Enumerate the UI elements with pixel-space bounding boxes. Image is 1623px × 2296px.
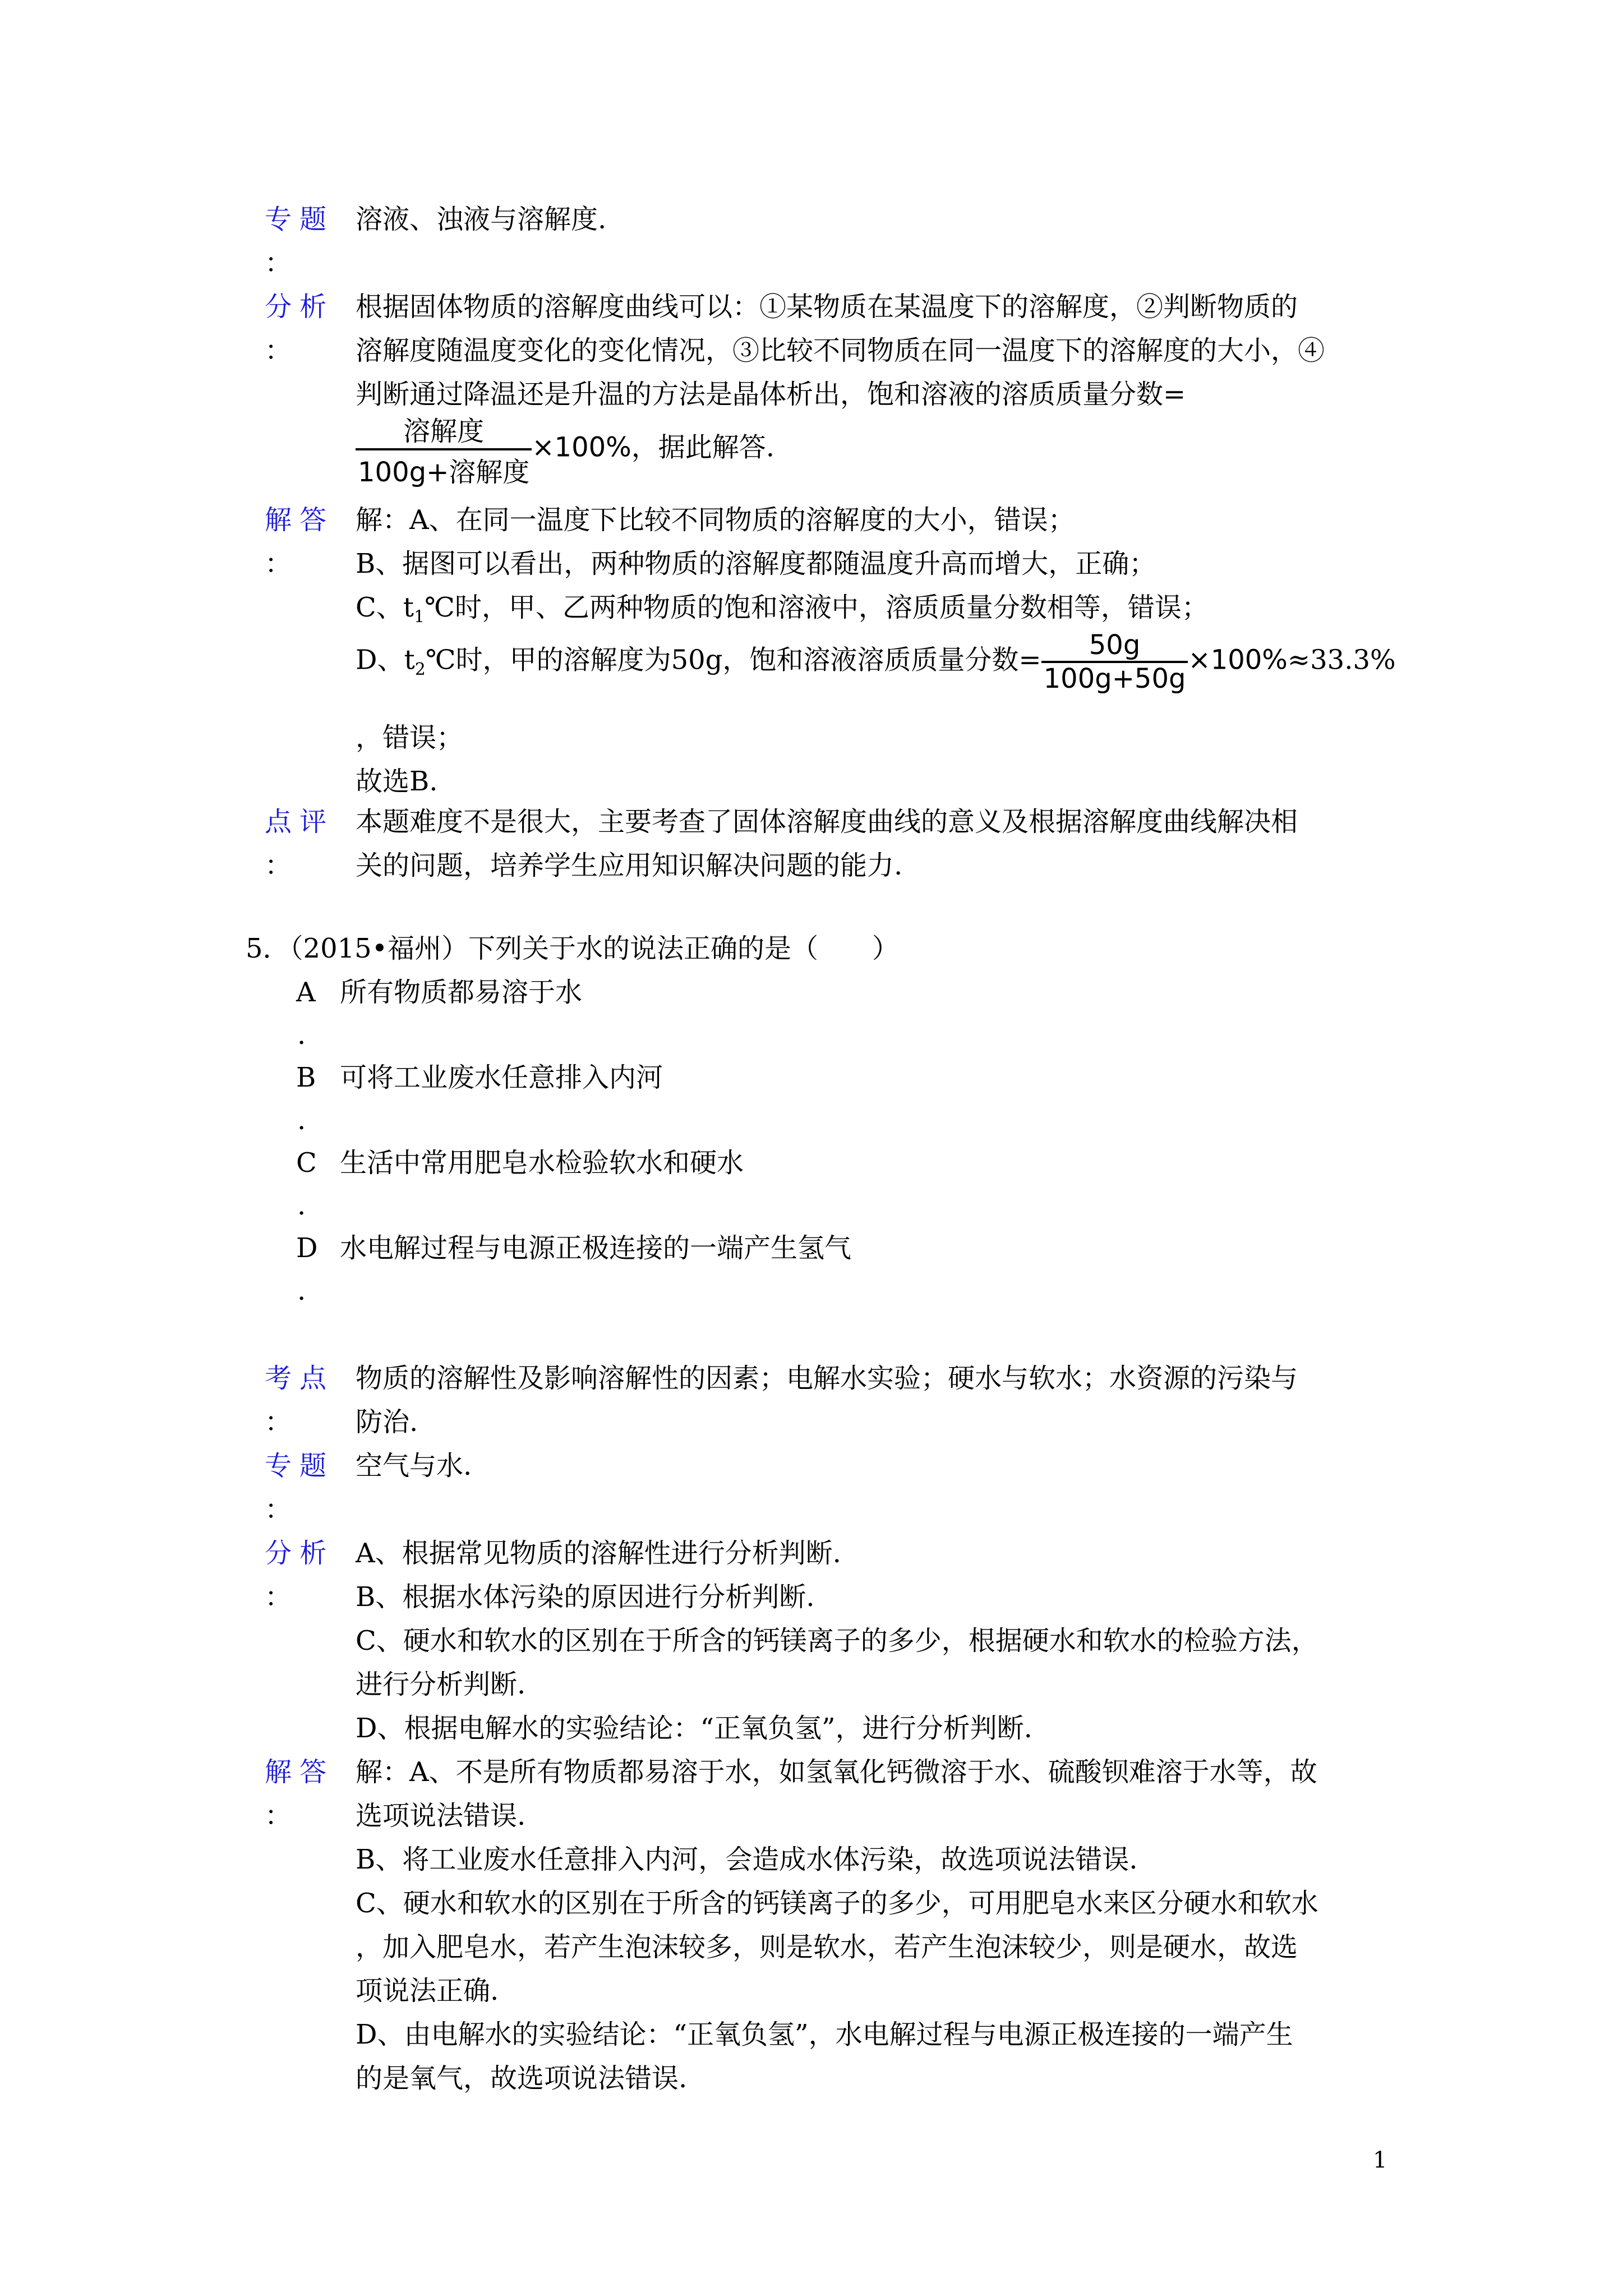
- option-dot: .: [297, 1275, 306, 1306]
- fraction: [356, 409, 532, 489]
- section-label: 解答: [265, 504, 335, 536]
- text-line: 解：A、不是所有物质都易溶于水，如氢氧化钙微溶于水、硫酸钡难溶于水等，故: [356, 1756, 1317, 1788]
- question-stem: 5．（2015•福州）下列关于水的说法正确的是（ ）: [246, 933, 900, 964]
- text-line: B、将工业废水任意排入内河，会造成水体污染，故选项说法错误.: [356, 1844, 1138, 1875]
- d-subscript: 2: [414, 660, 426, 680]
- section-label: 分析: [265, 1538, 335, 1569]
- text-line: 解：A、在同一温度下比较不同物质的溶解度的大小，错误；: [356, 504, 1075, 536]
- label-colon: ：: [265, 1581, 292, 1613]
- text-line: C、硬水和软水的区别在于所含的钙镁离子的多少，根据硬水和软水的检验方法，: [356, 1625, 1318, 1657]
- fraction-numerator: 50g: [1089, 629, 1141, 661]
- fraction: [1041, 629, 1188, 694]
- fraction-denominator: 100g+50g: [1041, 661, 1188, 694]
- option-letter: B: [296, 1062, 316, 1093]
- text-line: B、根据水体污染的原因进行分析判断.: [356, 1581, 815, 1613]
- text-line: A、根据常见物质的溶解性进行分析判断.: [356, 1538, 841, 1569]
- approx-value: ≈33.3%: [1287, 644, 1396, 676]
- option-text: 可将工业废水任意排入内河: [340, 1062, 663, 1093]
- d-post: ℃时，甲的溶解度为50g，饱和溶液溶质质量分数=: [425, 644, 1041, 676]
- label-colon: ：: [265, 247, 292, 279]
- c-subscript: 1: [414, 607, 425, 627]
- text-line: 故选B.: [356, 766, 438, 797]
- option-text: 水电解过程与电源正极连接的一端产生氢气: [340, 1232, 852, 1264]
- d-pre: D、t: [356, 644, 415, 676]
- fraction-numerator: 溶解度: [403, 416, 485, 447]
- label-colon: ：: [265, 335, 292, 366]
- text-line: 判断通过降温还是升温的方法是晶体析出，饱和溶液的溶质质量分数=: [356, 379, 1186, 410]
- text-line: 关的问题，培养学生应用知识解决问题的能力.: [356, 850, 903, 881]
- section-label: 点评: [265, 806, 335, 838]
- section-label: 专题: [265, 1450, 335, 1481]
- zhuanti-text: 溶液、浊液与溶解度.: [356, 204, 607, 235]
- text-line: D、根据电解水的实验结论：“正氧负氢”，进行分析判断.: [356, 1713, 1032, 1744]
- text-line: C、硬水和软水的区别在于所含的钙镁离子的多少，可用肥皂水来区分硬水和软水: [356, 1888, 1318, 1919]
- c-pre: C、t: [356, 592, 414, 623]
- label-colon: ：: [265, 1494, 292, 1525]
- text-line-d: [356, 629, 1396, 694]
- label-colon: ：: [265, 1800, 292, 1832]
- text-line: B、据图可以看出，两种物质的溶解度都随温度升高而增大，正确；: [356, 548, 1156, 579]
- section-label: 专题: [265, 204, 335, 235]
- option-letter: C: [296, 1147, 317, 1179]
- option-dot: .: [297, 1019, 306, 1051]
- label-colon: ：: [265, 850, 292, 881]
- option-letter: A: [296, 977, 316, 1008]
- text-line: 溶解度随温度变化的变化情况，③比较不同物质在同一温度下的溶解度的大小，④: [356, 335, 1325, 366]
- formula-after: ，据此解答.: [631, 431, 775, 463]
- text-line: 选项说法错误.: [356, 1800, 526, 1832]
- text-line: 项说法正确.: [356, 1975, 499, 2007]
- option-dot: .: [297, 1190, 306, 1221]
- times-percent: ×100%: [1188, 644, 1288, 676]
- text-line: 本题难度不是很大，主要考查了固体溶解度曲线的意义及根据溶解度曲线解决相: [356, 806, 1298, 838]
- text-line: 物质的溶解性及影响溶解性的因素；电解水实验；硬水与软水；水资源的污染与: [356, 1363, 1298, 1394]
- fraction-denominator: 100g+溶解度: [356, 448, 532, 489]
- text-line: 根据固体物质的溶解度曲线可以：①某物质在某温度下的溶解度，②判断物质的: [356, 291, 1298, 323]
- page-number: 1: [1373, 2147, 1387, 2173]
- text-line: 防治.: [356, 1406, 418, 1438]
- text-line: D、由电解水的实验结论：“正氧负氢”，水电解过程与电源正极连接的一端产生: [356, 2019, 1293, 2050]
- section-label: 考点: [265, 1363, 335, 1394]
- section-label: 解答: [265, 1756, 335, 1788]
- label-colon: ：: [265, 1406, 292, 1438]
- c-post: ℃时，甲、乙两种物质的饱和溶液中，溶质质量分数相等，错误；: [425, 592, 1209, 623]
- times-percent: ×100%: [532, 431, 631, 463]
- text-line: ，加入肥皂水，若产生泡沫较多，则是软水，若产生泡沫较少，则是硬水，故选: [356, 1931, 1298, 1963]
- section-label: 分析: [265, 291, 335, 323]
- option-text: 生活中常用肥皂水检验软水和硬水: [340, 1147, 744, 1179]
- formula-line: [356, 409, 774, 489]
- option-text: 所有物质都易溶于水: [340, 977, 583, 1008]
- text-line: 的是氧气，故选项说法错误.: [356, 2063, 688, 2094]
- label-colon: ：: [265, 548, 292, 579]
- text-line: 进行分析判断.: [356, 1669, 526, 1700]
- zhuanti-text: 空气与水.: [356, 1450, 472, 1481]
- option-letter: D: [296, 1232, 318, 1264]
- text-line: ，错误；: [356, 722, 464, 753]
- option-dot: .: [297, 1105, 306, 1136]
